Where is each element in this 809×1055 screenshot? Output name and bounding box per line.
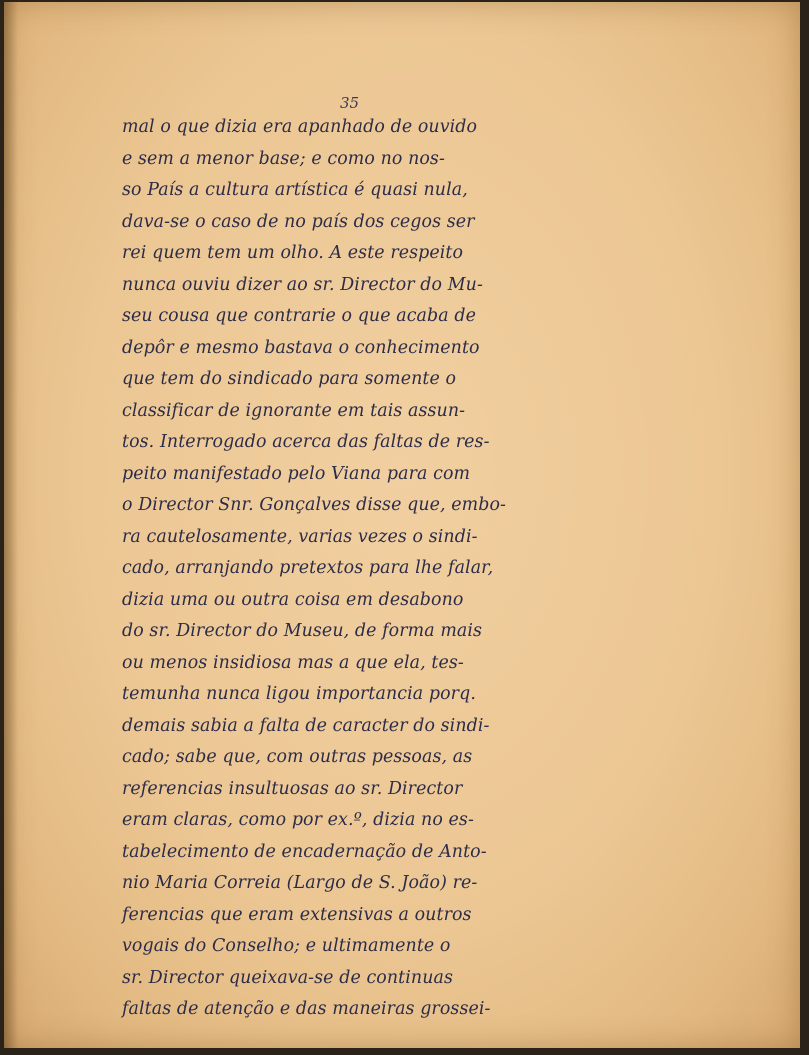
- text-line: depôr e mesmo bastava o conhecimento: [122, 337, 480, 358]
- text-line: eram claras, como por ex.º, dizia no es-: [122, 810, 474, 830]
- text-line: temunha nunca ligou importancia porq.: [122, 684, 476, 704]
- text-line: sr. Director queixava-se de continuas: [122, 967, 454, 988]
- text-line: ra cautelosamente, varias vezes o sindi-: [122, 526, 478, 547]
- text-line: demais sabia a falta de caracter do sindi-: [122, 715, 490, 736]
- manuscript-page: [4, 2, 800, 1048]
- text-line: dava-se o caso de no país dos cegos ser: [122, 211, 475, 232]
- text-line: referencias insultuosas ao sr. Director: [122, 778, 463, 799]
- text-line: nio Maria Correia (Largo de S. João) re-: [122, 873, 478, 893]
- text-line: que tem do sindicado para somente o: [122, 369, 457, 389]
- text-line: tabelecimento de encadernação de Anto-: [122, 841, 487, 862]
- text-line: tos. Interrogado acerca das faltas de res-: [122, 432, 490, 452]
- text-line: faltas de atenção e das maneiras grossei-: [122, 999, 491, 1019]
- text-line: do sr. Director do Museu, de forma mais: [122, 621, 483, 641]
- text-line: mal o que dizia era apanhado de ouvido: [122, 117, 478, 137]
- text-line: cado, arranjando pretextos para lhe falar,: [122, 558, 494, 578]
- text-line: classificar de ignorante em tais assun-: [122, 400, 466, 421]
- page-number: 35: [340, 94, 360, 112]
- text-line: vogais do Conselho; e ultimamente o: [122, 936, 451, 956]
- text-line: cado; sabe que, com outras pessoas, as: [122, 747, 473, 767]
- text-line: rei quem tem um olho. A este respeito: [122, 243, 464, 263]
- text-line: o Director Snr. Gonçalves disse que, embo-: [122, 495, 507, 515]
- text-line: ferencias que eram extensivas a outros: [122, 904, 472, 925]
- text-line: seu cousa que contrarie o que acaba de: [122, 306, 476, 326]
- handwritten-text-block: [122, 112, 612, 1026]
- text-line: dizia uma ou outra coisa em desabono: [122, 589, 464, 610]
- text-line: so País a cultura artística é quasi nula,: [122, 180, 468, 200]
- text-line: ou menos insidiosa mas a que ela, tes-: [122, 652, 464, 673]
- text-line: peito manifestado pelo Viana para com: [122, 463, 471, 484]
- text-line: nunca ouviu dizer ao sr. Director do Mu-: [122, 274, 483, 295]
- text-line: e sem a menor base; e como no nos-: [122, 148, 445, 169]
